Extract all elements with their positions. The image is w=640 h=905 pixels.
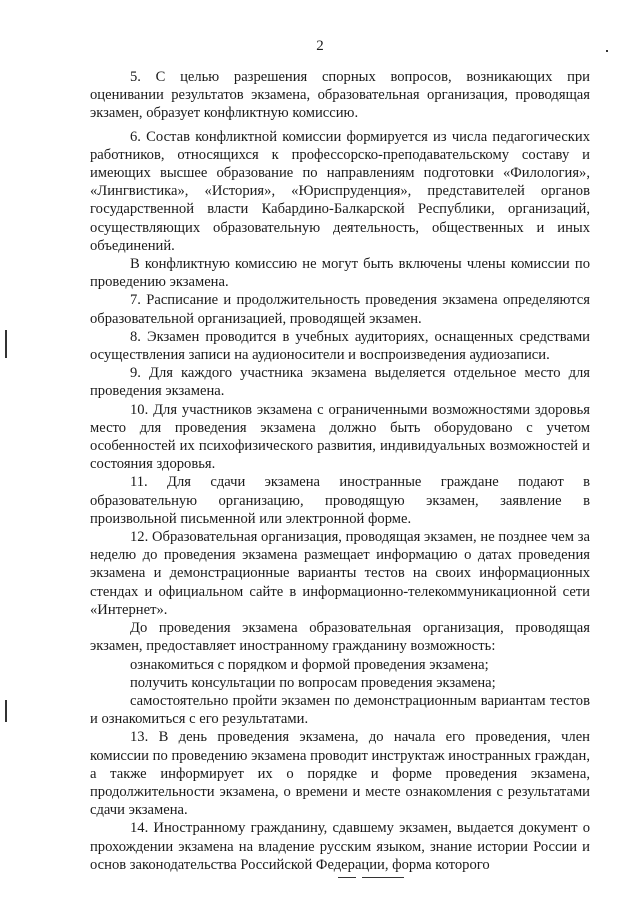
page-number: 2: [316, 38, 324, 54]
paragraph-10: 10. Для участников экзамена с ограниченными возможностями здоровья место для проведения экзамена должно быть оборудовано с учетом особенностей их психофизического развития, индивидуальных возможностей и состояния здоровья.: [90, 401, 590, 473]
footer-dash: [338, 877, 356, 878]
paragraph-6-note: В конфликтную комиссию не могут быть включены члены комиссии по проведению экзамена.: [90, 256, 590, 291]
document-body: [90, 68, 590, 874]
footer-dash: [362, 877, 404, 878]
paragraph-8: 8. Экзамен проводится в учебных аудиториях, оснащенных средствами осуществления записи на аудионосители и воспроизведения аудиозаписи.: [90, 328, 590, 364]
paragraph-12: 12. Образовательная организация, проводящая экзамен, не позднее чем за неделю до проведения экзамена размещает информацию о датах проведения экзамена и демонстрационные варианты тестов на своих информационных стендах и официальном сайте в информационно-телекоммуникационной сети «Интернет».: [90, 529, 590, 618]
scan-dot: [606, 50, 608, 52]
paragraph-6: 6. Состав конфликтной комиссии формируется из числа педагогических работников, относящихся к профессорско-преподавательскому составу и имеющих высшее образование по направлениям подготовки «Филология», «Лингвистика», «История», «Юриспруденция», представителей органов государственной власти Кабардино-Балкарской Республики, организаций, осуществляющих образовательную деятельность, общественных и иных объединений.: [90, 128, 590, 254]
paragraph-13: 13. В день проведения экзамена, до начала его проведения, член комиссии по проведению экзамена проводит инструктаж иностранных граждан, а также информирует их о порядке и форме проведения экзамена, продолжительности экзамена, о времени и месте ознакомления с результатами сдачи экзамена.: [90, 729, 590, 819]
paragraph-5: 5. С целью разрешения спорных вопросов, возникающих при оценивании результатов экзамена, образовательная организация, проводящая экзамен, образует конфликтную комиссию.: [90, 69, 590, 122]
scan-margin-mark: [5, 330, 7, 358]
paragraph-7: 7. Расписание и продолжительность проведения экзамена определяются образовательной организацией, проводящей экзамен.: [90, 292, 590, 327]
paragraph-11: 11. Для сдачи экзамена иностранные граждане подают в образовательную организацию, проводящую экзамен, заявление в произвольной письменной или электронной форме.: [90, 474, 590, 527]
paragraph-9: 9. Для каждого участника экзамена выделяется отдельное место для проведения экзамена.: [90, 365, 590, 400]
list-item: самостоятельно пройти экзамен по демонстрационным вариантам тестов и ознакомиться с его результатами.: [90, 692, 590, 728]
list-item: получить консультации по вопросам проведения экзамена;: [130, 674, 496, 691]
list-item: ознакомиться с порядком и формой проведения экзамена;: [130, 656, 489, 673]
paragraph-12-intro: До проведения экзамена образовательная организация, проводящая экзамен, предоставляет иностранному гражданину возможность:: [90, 620, 590, 655]
paragraph-14: 14. Иностранному гражданину, сдавшему экзамен, выдается документ о прохождении экзамена на владение русским языком, знание истории России и основ законодательства Российской Федерации, форма которого: [90, 820, 590, 873]
scan-margin-mark: [5, 700, 7, 722]
